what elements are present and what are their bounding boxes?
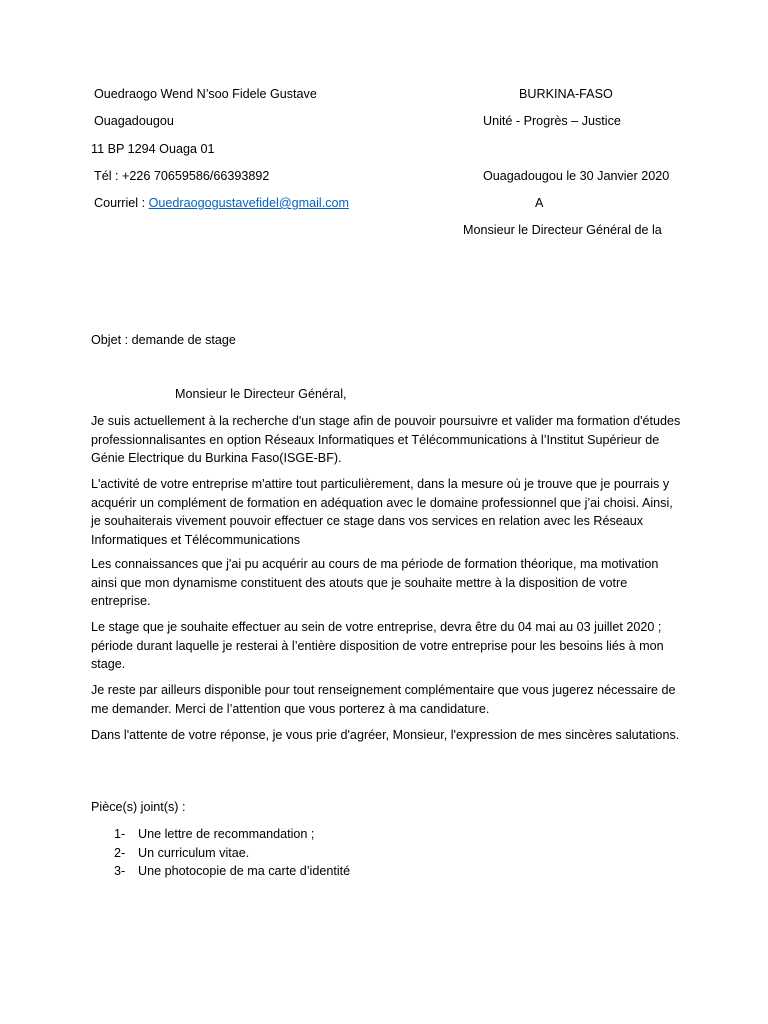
country-name: BURKINA-FASO: [519, 87, 613, 101]
attachment-text: Une lettre de recommandation ;: [138, 827, 315, 841]
body-paragraph-3: Les connaissances que j'ai pu acquérir au cours de ma période de formation théorique, ma motivation ainsi que mon dynamisme constituent des atouts que je souhaite mettre à la disposition de votre entreprise.: [91, 557, 659, 608]
body-paragraph-1: Je suis actuellement à la recherche d'un stage afin de pouvoir poursuivre et valider ma formation d'études professionnalisantes en option Réseaux Informatiques et Télécommunications à l’Institut Supérieur de Génie Electrique du Burkina Faso(ISGE-BF).: [91, 414, 681, 465]
sender-email-link[interactable]: Ouedraogogustavefidel@gmail.com: [148, 196, 349, 210]
subject-line: Objet : demande de stage: [91, 333, 236, 347]
body-paragraph-6: Dans l'attente de votre réponse, je vous prie d'agréer, Monsieur, l'expression de mes sincères salutations.: [91, 728, 680, 742]
attachment-number: 2-: [114, 845, 126, 860]
recipient-to: A: [535, 196, 544, 210]
salutation: Monsieur le Directeur Général,: [175, 387, 347, 401]
date-line: Ouagadougou le 30 Janvier 2020: [483, 169, 670, 183]
body-paragraph-4: Le stage que je souhaite effectuer au sein de votre entreprise, devra être du 04 mai au 03 juillet 2020 ; période durant laquelle je resterai à l’entière disposition de votre entreprise pour les besoins liés à mon stage.: [91, 620, 664, 671]
country-motto: Unité - Progrès – Justice: [483, 114, 621, 128]
body-paragraph-2: L'activité de votre entreprise m'attire tout particulièrement, dans la mesure où je trouve que je pourrais y acquérir un complément de formation en adéquation avec le domaine professionnel que j’ai choisi. Ainsi, je souhaiterais vivement pouvoir effectuer ce stage dans vos services en relation avec les Réseaux Informatiques et Télécommunications: [91, 477, 673, 547]
attachment-text: Une photocopie de ma carte d’identité: [138, 864, 351, 878]
sender-name: Ouedraogo Wend N’soo Fidele Gustave: [94, 87, 317, 101]
sender-phone: Tél : +226 70659586/66393892: [94, 169, 270, 183]
attachments-title: Pièce(s) joint(s) :: [91, 800, 186, 814]
attachment-number: 1-: [114, 827, 126, 841]
sender-city: Ouagadougou: [94, 114, 174, 128]
body-paragraph-5: Je reste par ailleurs disponible pour tout renseignement complémentaire que vous jugerez nécessaire de me demander. Merci de l’attention que vous porterez à ma candidature.: [91, 683, 676, 716]
attachment-item: [114, 825, 350, 844]
attachments-list: [114, 825, 350, 881]
sender-address: 11 BP 1294 Ouaga 01: [91, 142, 215, 156]
attachment-item: [114, 862, 350, 881]
sender-email-label: Courriel :: [94, 196, 149, 210]
sender-email-line: [94, 194, 349, 213]
attachment-number: 3-: [114, 864, 126, 878]
attachment-item: [114, 844, 350, 863]
recipient-name: Monsieur le Directeur Général de la: [463, 223, 662, 237]
attachment-text: Un curriculum vitae.: [138, 845, 250, 860]
